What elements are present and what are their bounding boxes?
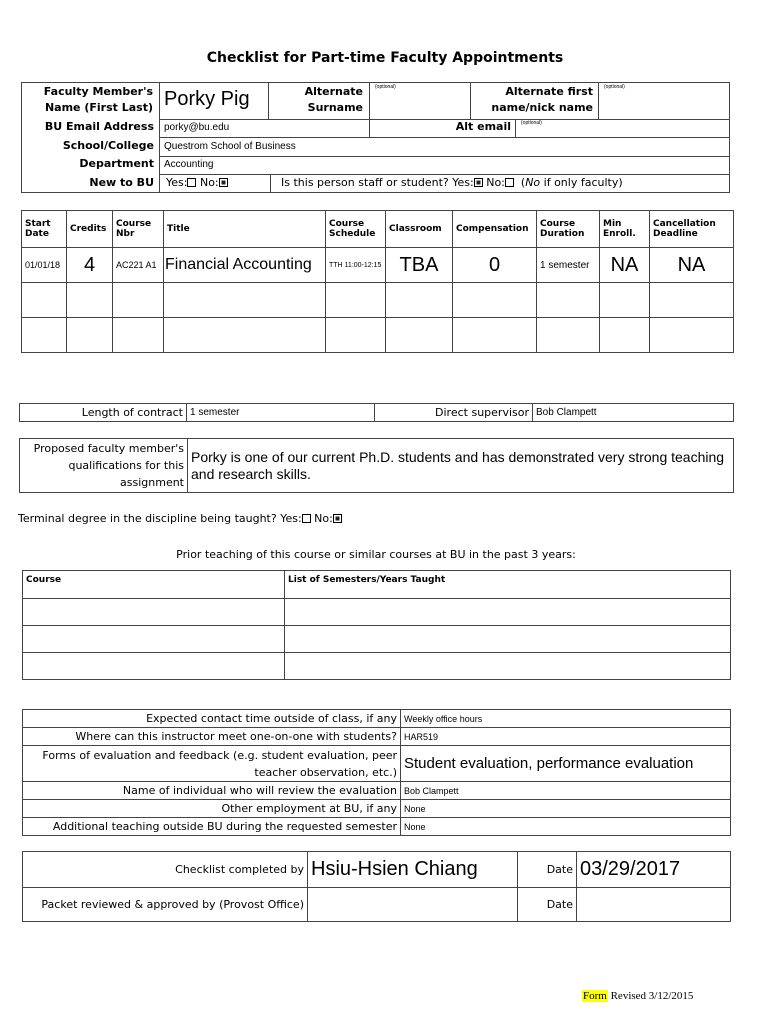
packet-reviewed-field[interactable] [308,888,518,922]
staff-note: if only faculty) [543,176,623,189]
qualifications-table [19,438,734,493]
prior-teaching-table [22,570,731,680]
prior-teaching-heading: Prior teaching of this course or similar courses at BU in the past 3 years: [176,548,576,561]
header-cancellation-deadline: Cancellation Deadline [650,211,734,248]
checklist-completed-field[interactable]: Hsiu-Hsien Chiang [308,852,518,888]
evaluation-forms-label: Forms of evaluation and feedback (e.g. student evaluation, peer teacher observation, etc.) [23,746,401,782]
qualifications-label: Proposed faculty member's qualifications for this assignment [20,439,188,493]
details-table [22,709,731,836]
department-field[interactable]: Accounting [164,159,214,170]
department-label: Department [79,157,154,170]
alternate-first-name-label: Alternate first name/nick name [491,85,593,114]
alt-email-optional: (optional) [521,120,542,126]
other-employment-label: Other employment at BU, if any [23,800,401,818]
table-row [22,283,734,318]
contract-table [19,403,734,422]
direct-supervisor-label: Direct supervisor [375,404,533,422]
compensation-cell[interactable]: 0 [453,248,537,283]
terminal-degree-label: Terminal degree in the discipline being taught? [18,512,277,525]
faculty-info [21,82,730,194]
signoff-table [22,851,731,922]
cancellation-cell[interactable]: NA [650,248,734,283]
date-field-2[interactable] [577,888,731,922]
alt-first-optional: (optional) [604,84,625,90]
date-field[interactable]: 03/29/2017 [577,852,731,888]
additional-teaching-field[interactable]: None [401,818,731,836]
table-row [22,318,734,353]
date-label: Date [518,852,577,888]
direct-supervisor-field[interactable]: Bob Clampett [533,404,734,422]
header-classroom: Classroom [386,211,453,248]
length-of-contract-field[interactable]: 1 semester [187,404,375,422]
qualifications-field[interactable]: Porky is one of our current Ph.D. students and has demonstrated very strong teaching and research skills. [188,439,734,493]
header-compensation: Compensation [453,211,537,248]
meeting-location-field[interactable]: HAR519 [401,728,731,746]
staff-yes-checkbox[interactable] [474,178,483,187]
terminal-no-checkbox[interactable] [333,514,342,523]
alternate-surname-label: Alternate Surname [304,85,363,114]
table-row [23,626,731,653]
school-label: School/College [62,139,154,152]
terminal-degree [18,512,342,525]
bu-email-field[interactable]: porky@bu.edu [164,122,230,133]
revised-date: Revised 3/12/2015 [610,990,694,1002]
table-row [22,248,734,283]
staff-question [281,176,623,189]
new-to-bu-label: New to BU [89,176,154,189]
start-date-cell[interactable]: 01/01/18 [22,248,67,283]
footer [582,990,693,1002]
contact-time-label: Expected contact time outside of class, if any [23,710,401,728]
schedule-cell[interactable]: TTH 11:00-12:15 [326,248,386,283]
reviewer-field[interactable]: Bob Clampett [401,782,731,800]
staff-note-open: ( [520,176,526,189]
terminal-yes-checkbox[interactable] [302,514,311,523]
page-title: Checklist for Part-time Faculty Appointments [206,50,564,66]
duration-cell[interactable]: 1 semester [537,248,600,283]
header-course-schedule: Course Schedule [326,211,386,248]
title-cell[interactable]: Financial Accounting [164,248,326,283]
staff-yes-label: Yes: [452,176,474,189]
course-table [21,210,734,353]
terminal-yes-label: Yes: [280,512,302,525]
new-no-label: No: [199,176,219,189]
evaluation-forms-field[interactable]: Student evaluation, performance evaluation [401,746,731,782]
new-no-checkbox[interactable] [219,178,228,187]
other-employment-field[interactable]: None [401,800,731,818]
alt-email-label: Alt email [455,120,511,133]
alt-surname-optional: (optional) [375,84,396,90]
credits-cell[interactable]: 4 [67,248,113,283]
new-yes-checkbox[interactable] [187,178,196,187]
form-highlight: Form [583,990,607,1002]
school-field[interactable]: Questrom School of Business [164,141,296,152]
packet-reviewed-label: Packet reviewed & approved by (Provost Office) [23,888,308,922]
staff-question-label: Is this person staff or student? [281,176,449,189]
checklist-completed-label: Checklist completed by [23,852,308,888]
header-course-nbr: Course Nbr [113,211,164,248]
faculty-name-label: Faculty Member's Name (First Last) [43,85,153,114]
faculty-name-field[interactable]: Porky Pig [164,88,250,110]
min-enroll-cell[interactable]: NA [600,248,650,283]
staff-note-no: No [525,176,541,189]
bu-email-label: BU Email Address [44,120,154,133]
reviewer-label: Name of individual who will review the evaluation [23,782,401,800]
staff-no-label: No: [486,176,505,189]
date-label-2: Date [518,888,577,922]
header-credits: Credits [67,211,113,248]
header-course-duration: Course Duration [537,211,600,248]
classroom-cell[interactable]: TBA [386,248,453,283]
prior-course-header: Course [23,571,285,599]
prior-semesters-header: List of Semesters/Years Taught [285,571,731,599]
table-row [23,653,731,680]
course-nbr-cell[interactable]: AC221 A1 [113,248,164,283]
header-title: Title [164,211,326,248]
staff-no-checkbox[interactable] [505,178,514,187]
new-to-bu-options [166,176,228,189]
length-of-contract-label: Length of contract [20,404,187,422]
contact-time-field[interactable]: Weekly office hours [401,710,731,728]
header-start-date: Start Date [22,211,67,248]
new-yes-label: Yes: [166,176,188,189]
additional-teaching-label: Additional teaching outside BU during the requested semester [23,818,401,836]
meeting-location-label: Where can this instructor meet one-on-one with students? [23,728,401,746]
terminal-no-label: No: [314,512,333,525]
header-min-enroll: Min Enroll. [600,211,650,248]
table-row [23,599,731,626]
